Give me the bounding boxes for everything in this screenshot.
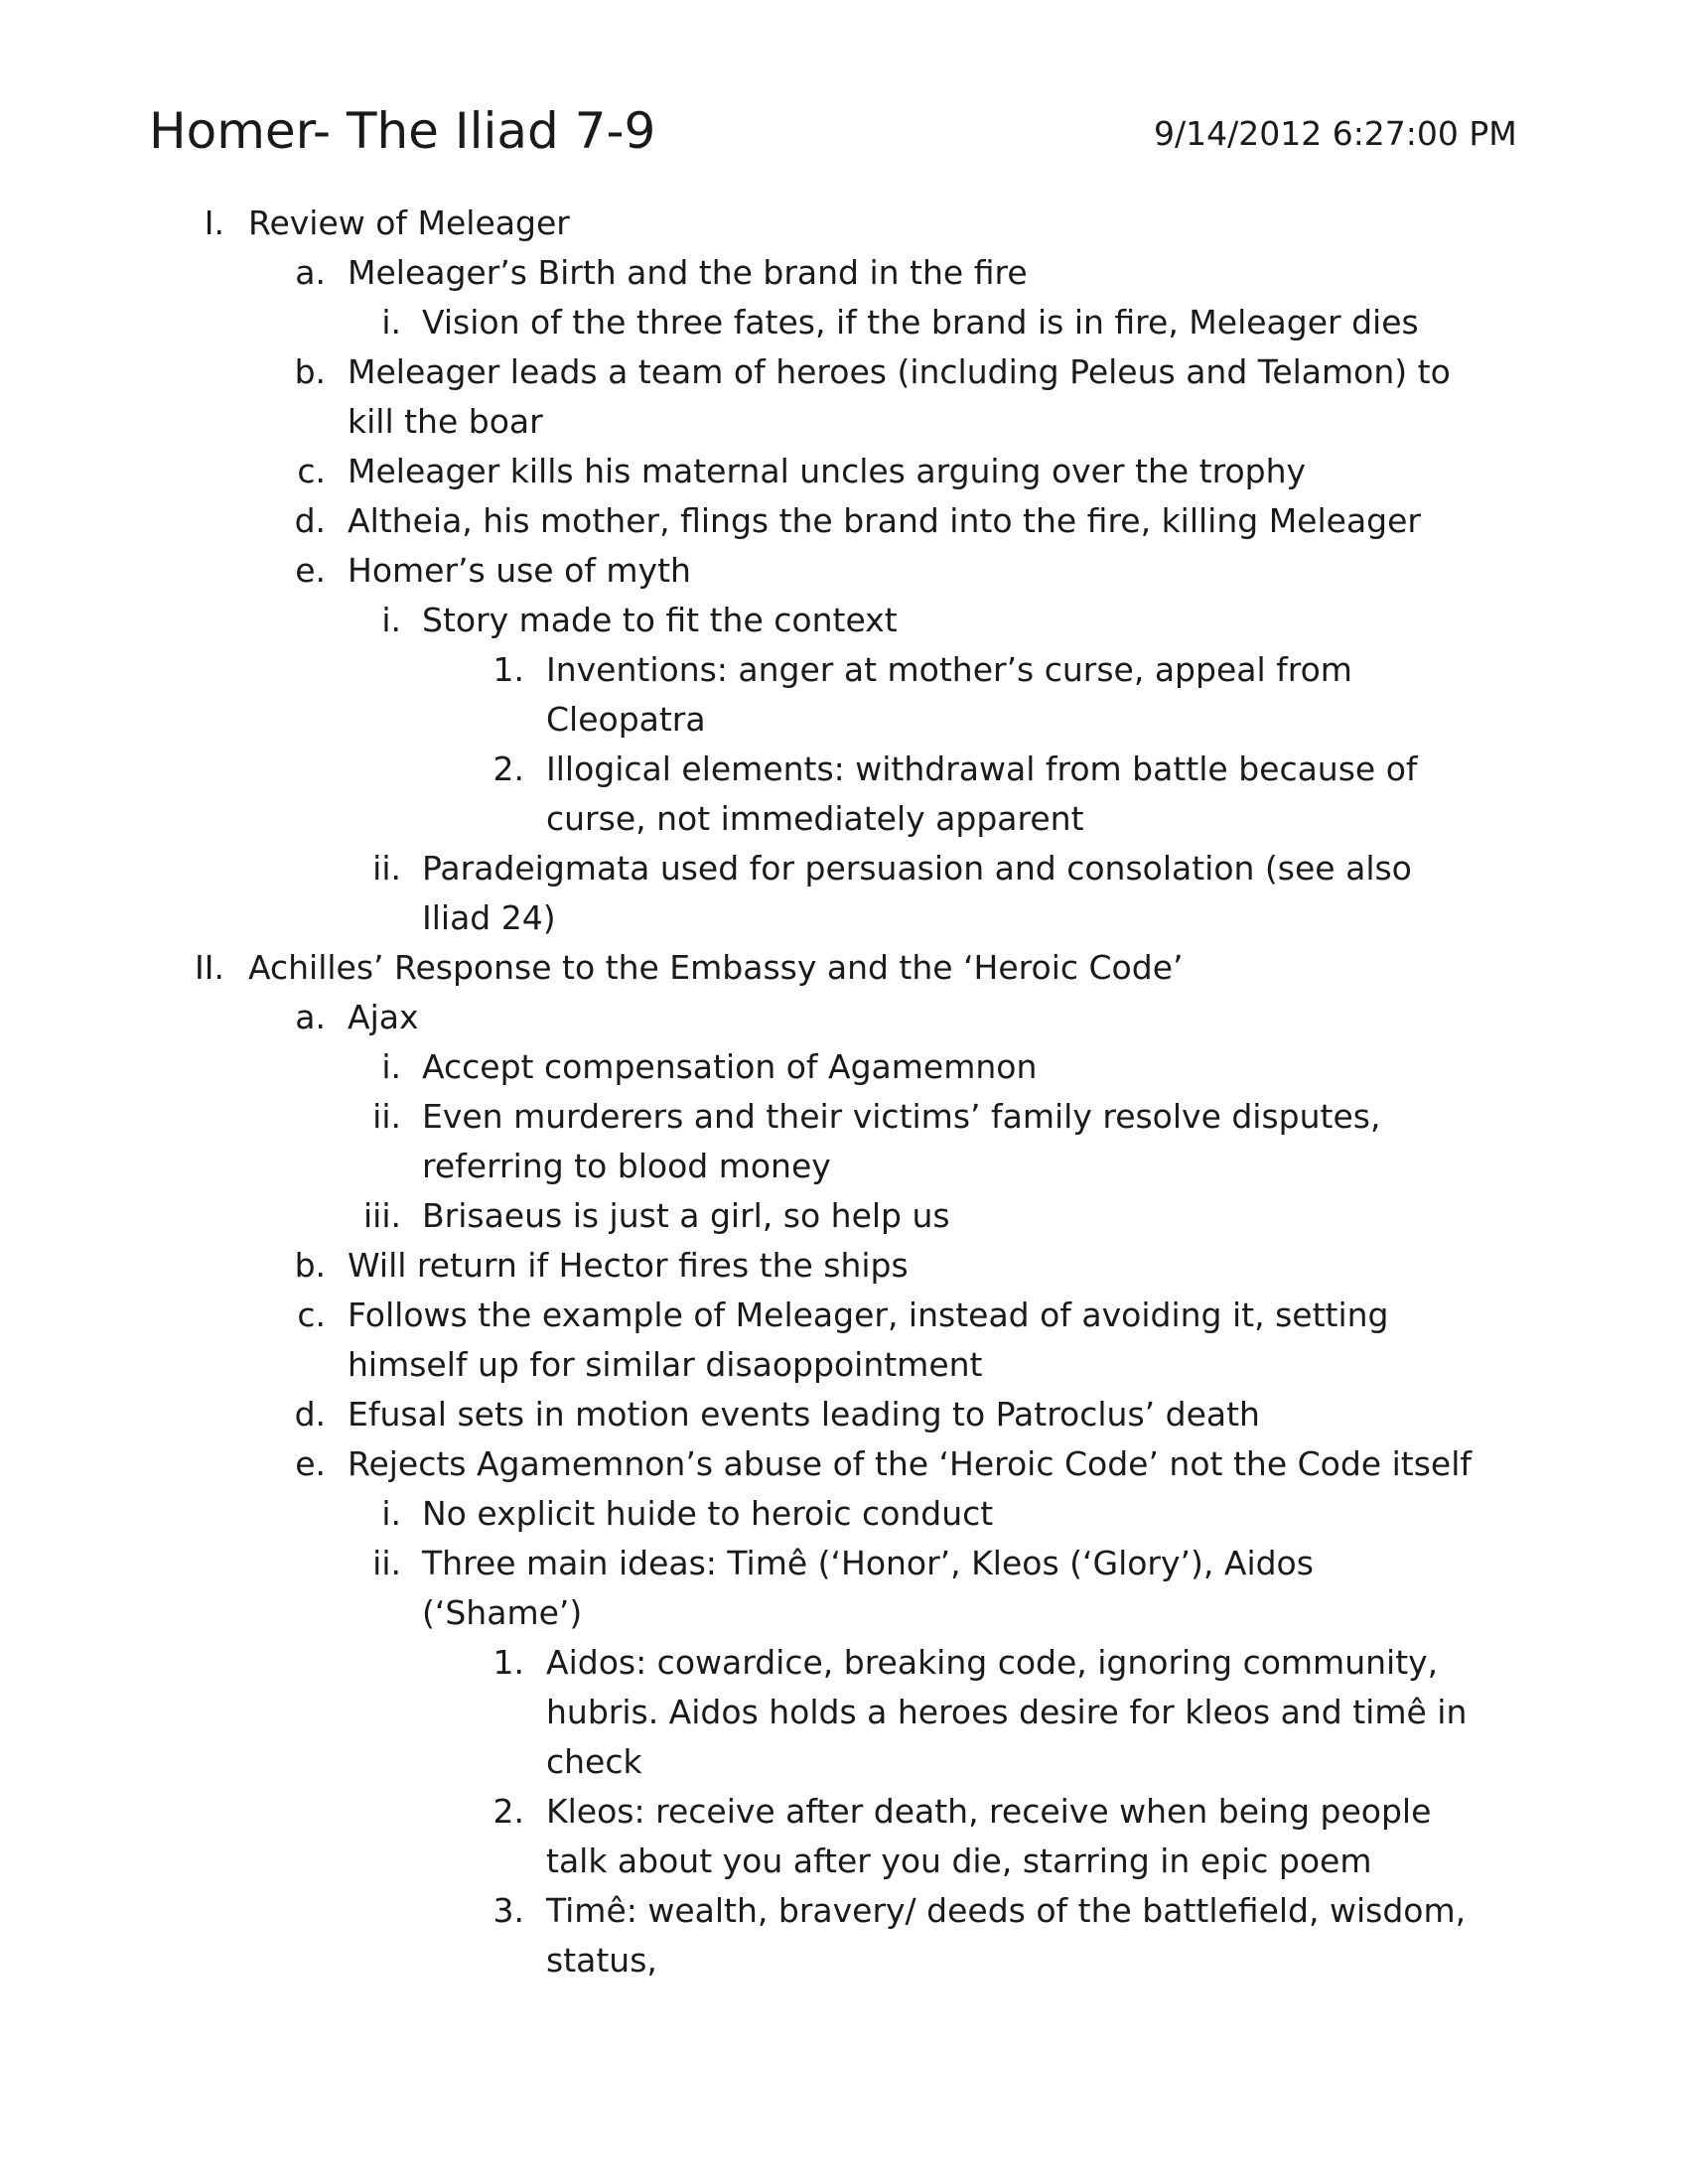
outline-item <box>0 596 1688 645</box>
outline-text: Altheia, his mother, flings the brand into the fire, killing Meleager <box>348 501 1421 540</box>
outline-item <box>0 1191 1688 1241</box>
outline-text: check <box>546 1742 642 1781</box>
outline-text: talk about you after you die, starring in epic poem <box>546 1842 1372 1880</box>
outline-marker: ii. <box>372 1544 401 1582</box>
outline-marker: 2. <box>492 1792 524 1831</box>
outline-marker: e. <box>295 1444 326 1483</box>
outline-text: Rejects Agamemnon’s abuse of the ‘Heroic Code’ not the Code itself <box>348 1444 1472 1483</box>
outline-text: Will return if Hector fires the ships <box>348 1246 909 1285</box>
outline-marker: a. <box>295 998 326 1036</box>
outline-item <box>0 1886 1688 1936</box>
outline-text: Ajax <box>348 998 419 1036</box>
outline-item <box>0 993 1688 1042</box>
outline-text: himself up for similar disaoppointment <box>348 1345 983 1384</box>
outline-text: Review of Meleager <box>248 204 570 242</box>
outline-marker: a. <box>295 253 326 292</box>
outline-text: Meleager’s Birth and the brand in the fire <box>348 253 1028 292</box>
outline-text: Achilles’ Response to the Embassy and the ‘Heroic Code’ <box>248 948 1184 987</box>
outline-item <box>0 1142 1688 1191</box>
outline-text: Story made to fit the context <box>422 601 898 639</box>
outline-item <box>0 447 1688 496</box>
outline-item <box>0 1638 1688 1688</box>
outline-marker: i. <box>381 1494 401 1533</box>
outline-text: Meleager leads a team of heroes (including Peleus and Telamon) to <box>348 352 1451 391</box>
outline-marker: ii. <box>372 849 401 887</box>
outline-text: Brisaeus is just a girl, so help us <box>422 1196 950 1235</box>
outline-item <box>0 1688 1688 1737</box>
outline-item <box>0 546 1688 596</box>
outline-marker: b. <box>294 1246 326 1285</box>
outline-marker: e. <box>295 551 326 590</box>
outline-item <box>0 1936 1688 1985</box>
outline-item <box>0 844 1688 893</box>
outline-text: Even murderers and their victims’ family resolve disputes, <box>422 1097 1381 1136</box>
outline-item <box>0 1241 1688 1291</box>
outline-text: hubris. Aidos holds a heroes desire for kleos and timê in <box>546 1693 1468 1731</box>
outline-item <box>0 645 1688 695</box>
outline-text: Cleopatra <box>546 700 706 739</box>
outline-marker: c. <box>297 452 326 490</box>
outline-text: referring to blood money <box>422 1147 831 1185</box>
outline-item <box>0 695 1688 745</box>
outline-item <box>0 1390 1688 1439</box>
outline-marker: 1. <box>492 650 524 689</box>
outline-marker: d. <box>294 1395 326 1433</box>
outline-text: Efusal sets in motion events leading to Patroclus’ death <box>348 1395 1260 1433</box>
outline-item <box>0 1787 1688 1837</box>
outline-marker: I. <box>204 204 224 242</box>
outline-text: Kleos: receive after death, receive when being people <box>546 1792 1432 1831</box>
outline-item <box>0 496 1688 546</box>
outline-item <box>0 248 1688 298</box>
outline-text: Timê: wealth, bravery/ deeds of the battlefield, wisdom, <box>546 1891 1467 1930</box>
outline-item <box>0 1340 1688 1390</box>
outline-text: Inventions: anger at mother’s curse, appeal from <box>546 650 1352 689</box>
outline-item <box>0 298 1688 347</box>
outline-item <box>0 1489 1688 1539</box>
outline-marker: iii. <box>363 1196 401 1235</box>
outline-marker: d. <box>294 501 326 540</box>
outline-item <box>0 943 1688 993</box>
outline-text: Meleager kills his maternal uncles arguing over the trophy <box>348 452 1307 490</box>
outline-text: Follows the example of Meleager, instead of avoiding it, setting <box>348 1296 1389 1334</box>
outline-marker: 2. <box>492 750 524 788</box>
outline-item <box>0 893 1688 943</box>
outline-item <box>0 347 1688 397</box>
outline-marker: i. <box>381 1047 401 1086</box>
outline-item <box>0 1042 1688 1092</box>
outline-marker: b. <box>294 352 326 391</box>
outline-text: kill the boar <box>348 402 543 441</box>
outline-marker: 3. <box>492 1891 524 1930</box>
outline-marker: 1. <box>492 1643 524 1682</box>
outline-text: Iliad 24) <box>422 898 556 937</box>
outline-item <box>0 745 1688 794</box>
outline-marker: II. <box>195 948 224 987</box>
outline-text: Illogical elements: withdrawal from battle because of <box>546 750 1418 788</box>
outline-text: curse, not immediately apparent <box>546 799 1084 838</box>
outline-text: Aidos: cowardice, breaking code, ignoring community, <box>546 1643 1439 1682</box>
page-title: Homer- The Iliad 7-9 <box>149 102 656 160</box>
outline-item <box>0 1539 1688 1588</box>
outline-text: status, <box>546 1941 657 1979</box>
timestamp: 9/14/2012 6:27:00 PM <box>1154 114 1517 153</box>
outline-item <box>0 1588 1688 1638</box>
outline-text: No explicit huide to heroic conduct <box>422 1494 994 1533</box>
outline-text: Accept compensation of Agamemnon <box>422 1047 1038 1086</box>
outline-text: Paradeigmata used for persuasion and consolation (see also <box>422 849 1412 887</box>
outline-text: (‘Shame’) <box>422 1593 583 1632</box>
outline-marker: i. <box>381 303 401 341</box>
outline-marker: i. <box>381 601 401 639</box>
outline-text: Homer’s use of myth <box>348 551 691 590</box>
outline-item <box>0 1439 1688 1489</box>
outline-item <box>0 1737 1688 1787</box>
outline-text: Vision of the three fates, if the brand is in fire, Meleager dies <box>422 303 1419 341</box>
outline-item <box>0 794 1688 844</box>
outline-marker: ii. <box>372 1097 401 1136</box>
outline-item <box>0 397 1688 447</box>
outline-item <box>0 1291 1688 1340</box>
outline-item <box>0 1837 1688 1886</box>
outline-marker: c. <box>297 1296 326 1334</box>
outline-item <box>0 199 1688 248</box>
outline-text: Three main ideas: Timê (‘Honor’, Kleos (‘Glory’), Aidos <box>422 1544 1314 1582</box>
outline-item <box>0 1092 1688 1142</box>
